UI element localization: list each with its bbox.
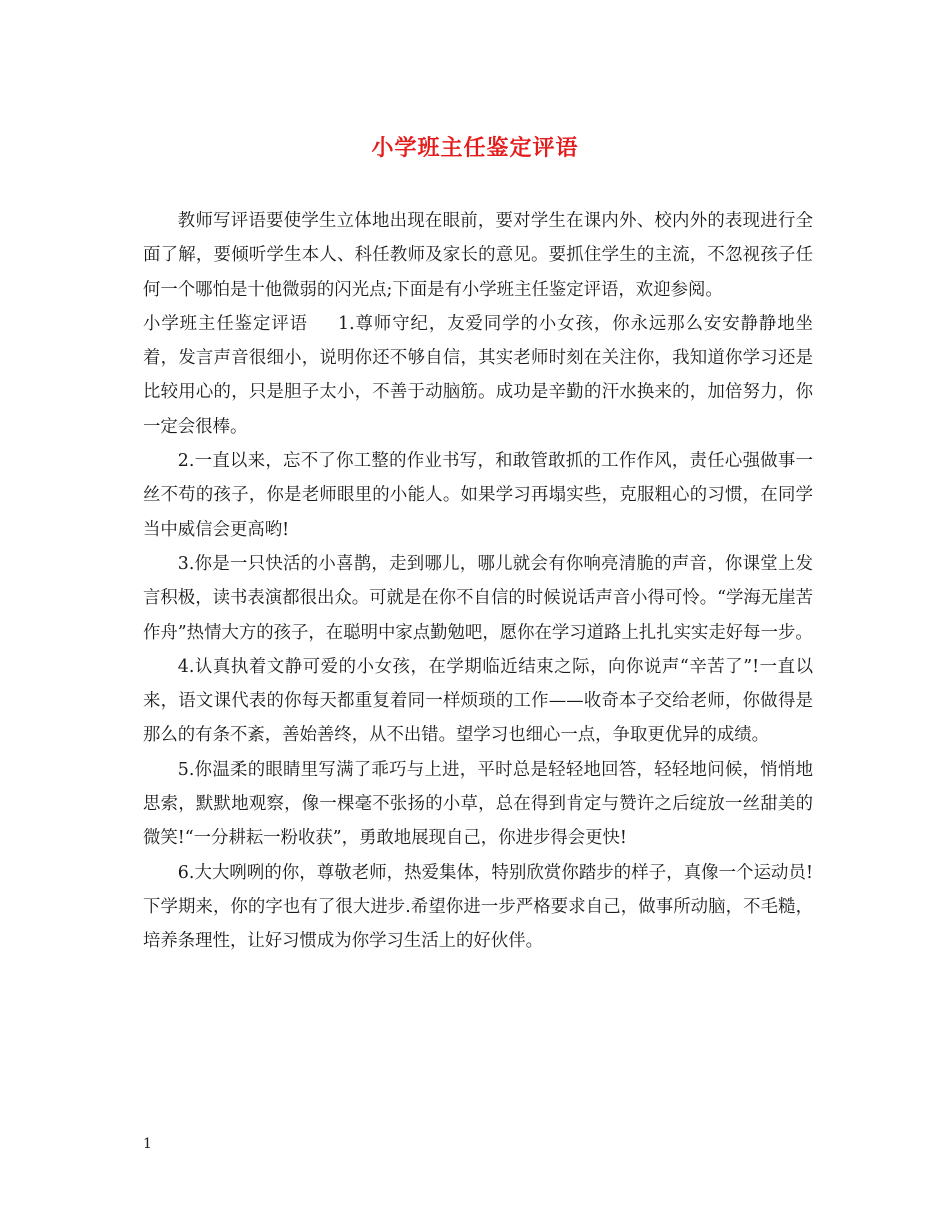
item-paragraph-4: 4.认真执着文静可爱的小女孩，在学期临近结束之际，向你说声“辛苦了”!一直以来，语文课代表的你每天都重复着同一样烦琐的工作——收奇本子交给老师，你做得是那么的有条不紊，善始善终，从不出错。望学习也细心一点，争取更优异的成绩。: [143, 656, 813, 746]
intro-paragraph: 教师写评语要使学生立体地出现在眼前，要对学生在课内外、校内外的表现进行全面了解，要倾听学生本人、科任教师及家长的意见。要抓住学生的主流，不忽视孩子任何一个哪怕是十他微弱的闪光点;下面是有小学班主任鉴定评语，欢迎参阅。: [143, 211, 813, 300]
item-paragraph-5: 5.你温柔的眼睛里写满了乖巧与上进，平时总是轻轻地回答，轻轻地问候，悄悄地思索，默默地观察，像一棵毫不张扬的小草，总在得到肯定与赞许之后绽放一丝甜美的微笑!“一分耕耘一粉收获”，勇敢地展现自己，你进步得会更快!: [143, 759, 813, 849]
section-heading: 小学班主任鉴定评语: [143, 313, 309, 334]
document-body: [143, 204, 813, 959]
document-title: 小学班主任鉴定评语: [371, 135, 579, 161]
page-number: 1: [143, 1136, 152, 1152]
item-paragraph-2: 2.一直以来，忘不了你工整的作业书写，和敢管敢抓的工作作风，责任心强做事一丝不苟的孩子，你是老师眼里的小能人。如果学习再塌实些，克服粗心的习惯，在同学当中威信会更高哟!: [143, 451, 813, 540]
item-paragraph-1: [143, 307, 813, 444]
item-text-1: 1.尊师守纪，友爱同学的小女孩，你永远那么安安静静地坐着，发言声音很细小，说明你还不够自信，其实老师时刻在关注你，我知道你学习还是比较用心的，只是胆子太小，不善于动脑筋。成功是辛勤的汗水换来的，加倍努力，你一定会很棒。: [143, 313, 813, 437]
item-paragraph-3: 3.你是一只快活的小喜鹊，走到哪儿，哪儿就会有你响亮清脆的声音，你课堂上发言积极，读书表演都很出众。可就是在你不自信的时候说话声音小得可怜。“学海无崖苦作舟”热情大方的孩子，在聪明中家点勤勉吧，愿你在学习道路上扎扎实实走好每一步。: [143, 553, 813, 643]
item-paragraph-6: 6.大大咧咧的你，尊敬老师，热爱集体，特别欣赏你踏步的样子，真像一个运动员!下学期来，你的字也有了很大进步.希望你进一步严格要求自己，做事所动脑，不毛糙，培养条理性，让好习惯成为你学习生活上的好伙伴。: [143, 862, 813, 952]
